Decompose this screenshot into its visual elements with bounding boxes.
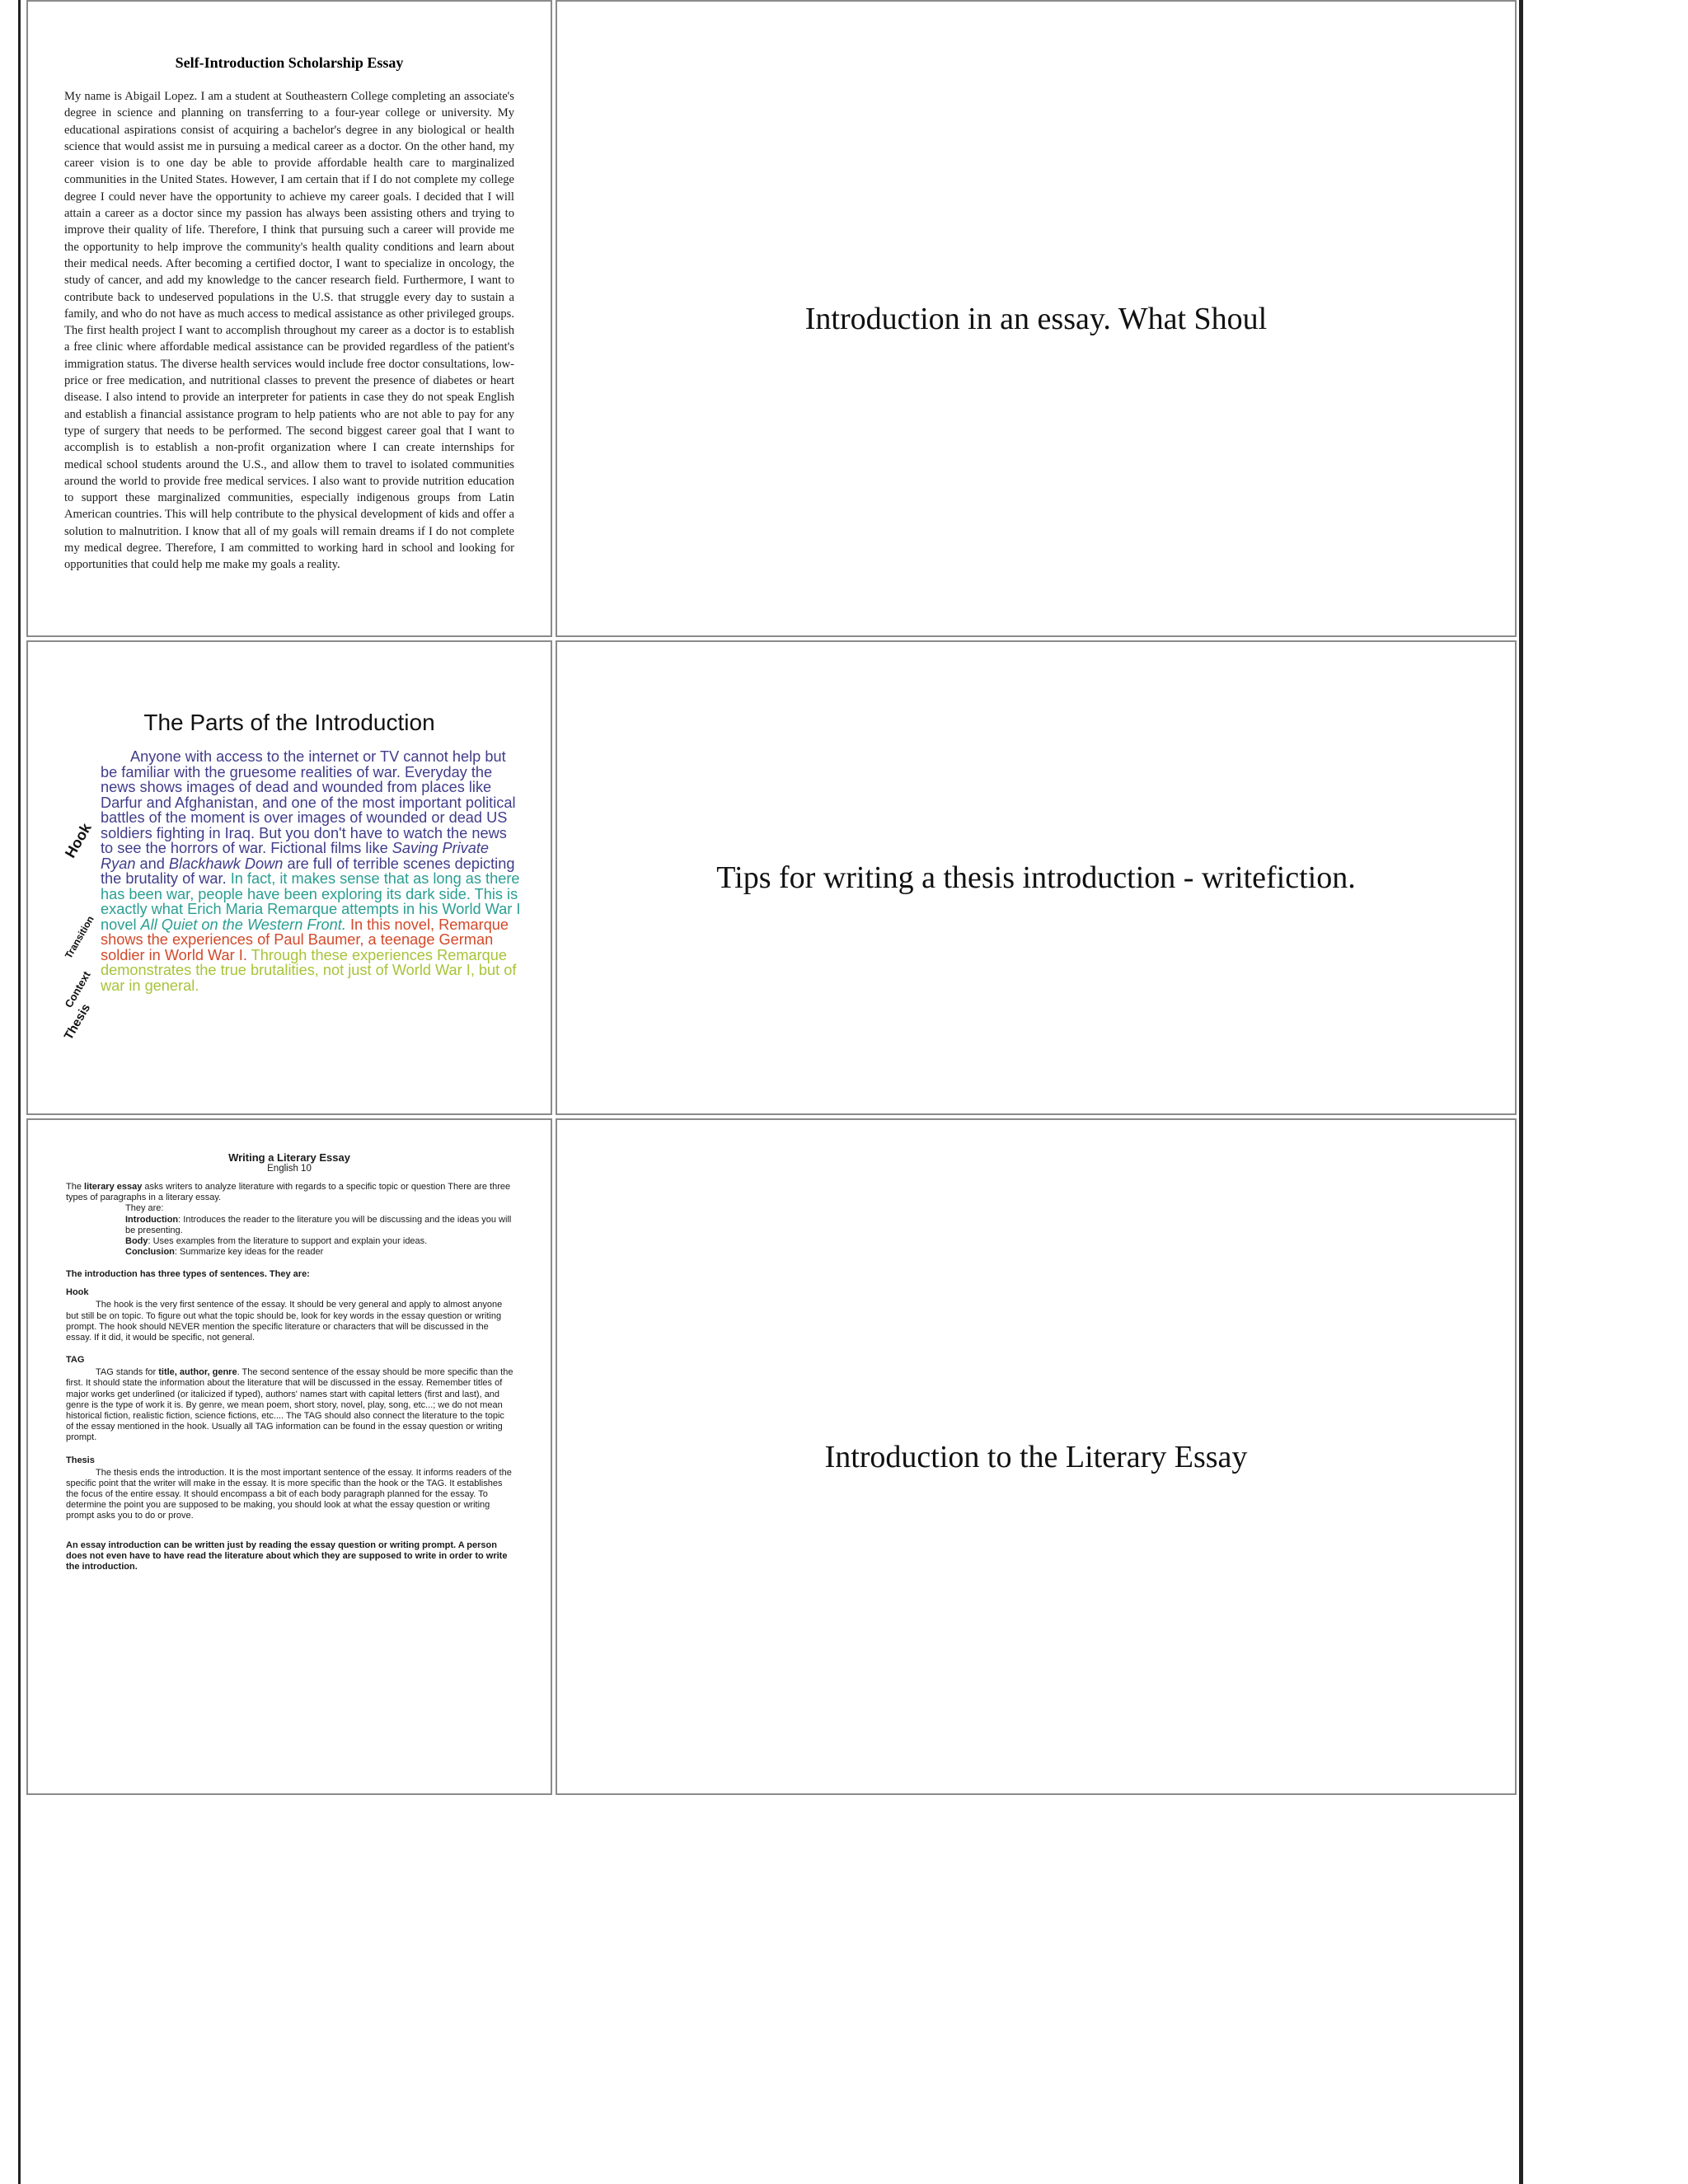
hook-sentence: Anyone with access to the internet or TV cannot help but be familiar with the gruesome realities of war. Everyday the news shows images of dead and wounded from places like Darfur and Afghanistan, and one of the most important political battles of the moment is over images of wounded or dead US soldiers fighting in Iraq. But you don't have to watch the news to see the horrors of war. Fictional films like Saving Private Ryan and Blackhawk Down are full of terrible scenes depicting the brutality of war. <box>101 748 516 887</box>
label-transition: Transition <box>62 913 96 961</box>
thumbnail-title: Self-Introduction Scholarship Essay <box>175 54 404 71</box>
slide-title: The Parts of the Introduction <box>143 710 435 735</box>
caption-cell-3[interactable] <box>556 1118 1517 1795</box>
slide-example-text <box>101 749 521 993</box>
frame-left-border <box>18 0 21 2184</box>
context-sentence: In this novel, Remarque shows the experiences of Paul Baumer, a teenage German soldier in World War I. <box>101 916 509 963</box>
doc-thesis-text: The thesis ends the introduction. It is the most important sentence of the essay. It informs readers of the specific point that the writer will make in the essay. It is more specific than the hook or the TAG. It establishes the focus of the entire essay. It should encompass a bit of each body paragraph planned for the essay. To determine the point you are supposed to be making, you should look at what the essay question or writing prompt asks you to do or prove. <box>66 1467 512 1521</box>
thumbnail-body-text: My name is Abigail Lopez. I am a student at Southeastern College completing an associate's degree in science and planning on transferring to a four-year college or university. My educational aspirations consist of acquiring a bachelor's degree in any biological or health science that would assist me in pursuing a medical career as a doctor. On the other hand, my career vision is to one day be able to provide affordable health care to marginalized communities in the United States. However, I am certain that if I do not complete my college degree I could never have the opportunity to achieve my career goals. I decided that I will attain a career as a doctor since my passion has always been assisting others and trying to improve their quality of life. Therefore, I think that pursuing such a career will provide me the opportunity to help improve the community's health quality conditions and learn about their medical needs. After becoming a certified doctor, I want to specialize in oncology, the study of cancer, and add my knowledge to the cancer research field. Furthermore, I want to contribute back to undeserved populations in the U.S. that struggle every day to sustain a family, and who do not have as much access to medical assistance as other privileged groups. The first health project I want to accomplish throughout my career as a doctor is to establish a free clinic where affordable medical assistance can be provided regardless of the patient's immigration status. The diverse health services would include free doctor consultations, low-price or free medication, and nutritional classes to prevent the presence of diabetes or heart disease. I also intend to provide an interpreter for patients in case they do not speak English and establish a financial assistance program to help patients who are not able to pay for any type of surgery that needs to be performed. The second biggest career goal that I want to accomplish is to establish a non-profit organization where I can create internships for medical school students around the U.S., and allow them to travel to isolated communities around the world to provide free medical services. I also want to provide nutrition education to support these marginalized communities, especially indigenous groups from Latin American countries. This will help contribute to the physical development of kids and offer a solution to malnutrition. I know that all of my goals will remain dreams if I do not complete my medical degree. Therefore, I am committed to working hard in school and looking for opportunities that could help me make my goals a reality. <box>64 90 514 572</box>
doc-they-are: They are: <box>125 1203 164 1214</box>
doc-item-conclusion: Conclusion: Summarize key ideas for the reader <box>125 1247 324 1258</box>
caption-cell-2[interactable] <box>556 640 1517 1115</box>
doc-closing-note: An essay introduction can be written just by reading the essay question or writing prompt. A person does not even have to have read the literature about which they are supposed to write in order to write the introduction. <box>66 1540 508 1572</box>
doc-three-types-heading: The introduction has three types of sentences. They are: <box>66 1269 310 1280</box>
transition-sentence: In fact, it makes sense that as long as there has been war, people have been exploring its dark side. This is exactly what Erich Maria Remarque attempts in his World War I novel All Quiet on the Western Front. <box>101 870 521 933</box>
doc-thesis-heading: Thesis <box>66 1455 95 1465</box>
label-thesis: Thesis <box>61 1001 94 1043</box>
frame-right-border <box>1519 0 1523 2184</box>
thumbnail-scholarship-essay[interactable] <box>26 0 552 637</box>
doc-intro-paragraph: The literary essay asks writers to analyze literature with regards to a specific topic or question There are three types of paragraphs in a literary essay. <box>66 1182 511 1203</box>
label-hook: Hook <box>61 820 95 861</box>
doc-item-body: Body: Uses examples from the literature to support and explain your ideas. <box>125 1236 428 1247</box>
caption-text-2: Tips for writing a thesis introduction - writefiction. <box>716 860 1356 895</box>
label-context: Context <box>62 968 93 1010</box>
caption-text-3: Introduction to the Literary Essay <box>824 1439 1248 1474</box>
doc-item-introduction: Introduction: Introduces the reader to the literature you will be discussing and the ideas you will be presenting. <box>125 1214 512 1235</box>
doc-hook-heading: Hook <box>66 1287 89 1298</box>
doc-hook-text: The hook is the very first sentence of the essay. It should be very general and apply to almost anyone but still be on topic. To figure out what the topic should be, look for key words in the essay question or writing prompt. The hook should NEVER mention the specific literature or characters that will be discussed in the essay. If it did, it would be specific, not general. <box>66 1300 503 1343</box>
thesis-sentence: Through these experiences Remarque demonstrates the true brutalities, not just of World War I, but of war in general. <box>101 946 517 994</box>
doc-tag-text: TAG stands for title, author, genre. The second sentence of the essay should be more specific than the first. It should state the information about the literature that will be discussed in the essay. Remember titles of major works get underlined (or italicized if typed), authors' names start with capital letters (first and last), and genre is the type of work it is. By genre, we mean poem, short story, novel, play, song, etc...; we do not mean historical fiction, realistic fiction, science fictions, etc.... The TAG should also connect the literature to the topic of the essay mentioned in the hook. Usually all TAG information can be found in the essay question or writing prompt. <box>66 1367 513 1443</box>
doc-title: Writing a Literary Essay <box>228 1151 350 1164</box>
thumbnail-literary-essay[interactable] <box>26 1118 552 1795</box>
caption-text-1: Introduction in an essay. What Shoul <box>804 301 1268 336</box>
caption-cell-1[interactable] <box>556 0 1517 637</box>
thumbnail-parts-of-introduction[interactable] <box>26 640 552 1115</box>
doc-subtitle: English 10 <box>267 1164 312 1174</box>
doc-tag-heading: TAG <box>66 1355 85 1366</box>
